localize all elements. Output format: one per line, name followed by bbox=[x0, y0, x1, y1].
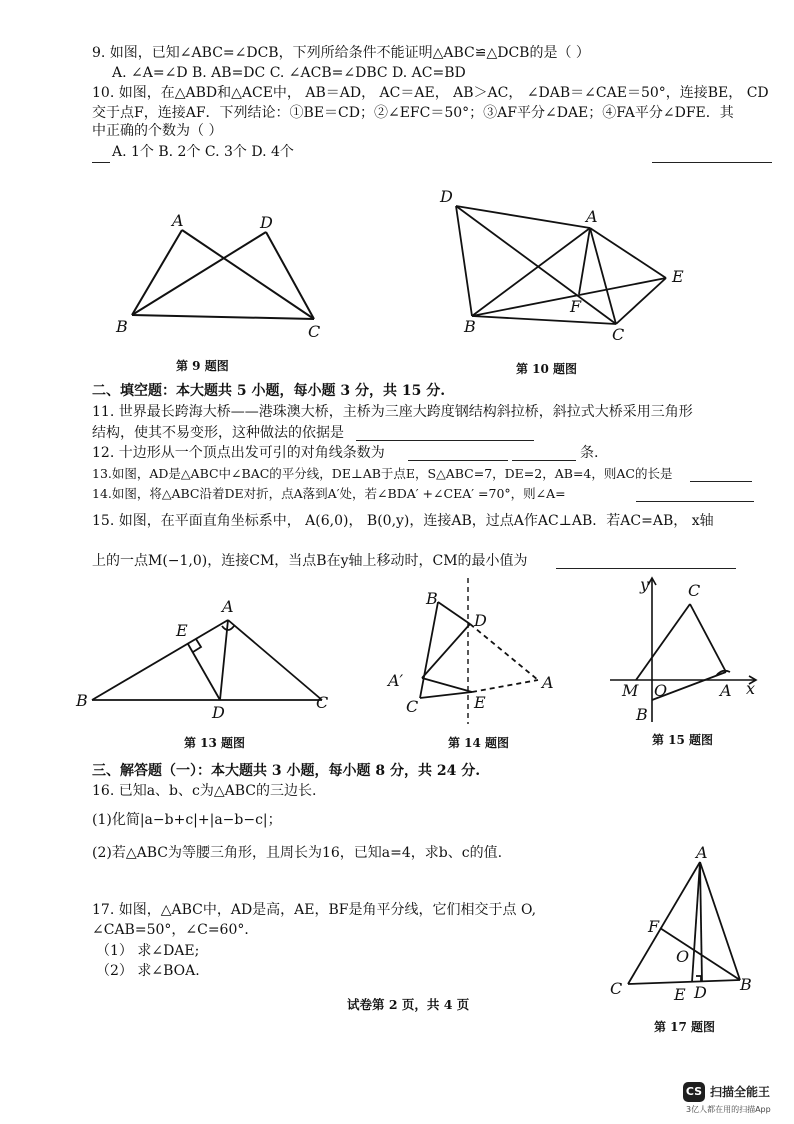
fig17-label-d: D bbox=[694, 983, 707, 1002]
q9-text: 9. 如图，已知∠ABC=∠DCB，下列所给条件不能证明△ABC≌△DCB的是（ ） bbox=[92, 45, 590, 61]
q10-options: A. 1个 B. 2个 C. 3个 D. 4个 bbox=[112, 144, 294, 160]
fig13-label-c: C bbox=[316, 693, 329, 712]
fig10-label-a: A bbox=[586, 207, 598, 226]
fig14-caption: 第 14 题图 bbox=[448, 736, 510, 750]
fig17-label-e: E bbox=[674, 985, 686, 1004]
q15-blank bbox=[556, 568, 736, 569]
q17-part1: （1） 求∠DAE; bbox=[96, 943, 200, 959]
fig10-label-f: F bbox=[570, 297, 582, 316]
q16-part1: (1)化简|a−b+c|+|a−b−c|； bbox=[92, 812, 282, 828]
q12-suffix: 条. bbox=[580, 445, 599, 461]
fig13-label-e: E bbox=[176, 621, 188, 640]
q12-blank-2 bbox=[512, 460, 576, 461]
q12-blank-1 bbox=[408, 460, 508, 461]
fig15-label-b: B bbox=[636, 705, 648, 724]
scan-rule-right bbox=[652, 162, 772, 163]
fig17-label-b: B bbox=[740, 975, 752, 994]
figure-17 bbox=[604, 840, 764, 1004]
fig10-label-d: D bbox=[440, 187, 453, 206]
q11-line1: 11. 世界最长跨海大桥——港珠澳大桥，主桥为三座大跨度钢结构斜拉桥，斜拉式大桥采用三角形 bbox=[92, 404, 693, 420]
figure-15 bbox=[606, 572, 766, 728]
q13-text: 13.如图，AD是△ABC中∠BAC的平分线，DE⊥AB于点E，S△ABC=7，DE=2，AB=4，则AC的长是 bbox=[92, 466, 673, 481]
figure-13 bbox=[72, 592, 352, 732]
fig9-caption: 第 9 题图 bbox=[176, 359, 229, 373]
section3-heading: 三、解答题（一）：本大题共 3 小题，每小题 8 分，共 24 分. bbox=[92, 763, 481, 779]
q10-line3: 中正确的个数为（ ） bbox=[92, 123, 223, 139]
q15-line2: 上的一点M(−1,0)，连接CM，当点B在y轴上移动时，CM的最小值为 bbox=[92, 553, 528, 569]
q11-line2: 结构，使其不易变形，这种做法的依据是 bbox=[92, 425, 344, 441]
fig17-label-a: A bbox=[696, 843, 708, 862]
fig15-label-x: x bbox=[746, 679, 756, 698]
fig14-label-c: C bbox=[406, 697, 419, 716]
page-footer: 试卷第 2 页，共 4 页 bbox=[347, 997, 470, 1012]
fig10-label-c: C bbox=[612, 325, 625, 344]
fig13-caption: 第 13 题图 bbox=[184, 736, 246, 750]
fig9-label-d: D bbox=[260, 213, 273, 232]
fig15-caption: 第 15 题图 bbox=[652, 733, 714, 747]
watermark-subtitle: 3亿人都在用的扫描App bbox=[686, 1105, 771, 1114]
scan-rule-left bbox=[92, 162, 110, 163]
q10-line2: 交于点F，连接AF．下列结论：①BE＝CD；②∠EFC＝50°；③AF平分∠DAE；④FA平分∠DFE．其 bbox=[92, 105, 734, 121]
fig9-label-a: A bbox=[172, 211, 184, 230]
q15-line1: 15. 如图，在平面直角坐标系中， A(6,0)， B(0,y)，连接AB，过点A作AC⊥AB．若AC=AB， x轴 bbox=[92, 513, 714, 529]
q9-options: A. ∠A=∠D B. AB=DC C. ∠ACB=∠DBC D. AC=BD bbox=[112, 65, 466, 81]
fig14-label-b: B bbox=[426, 589, 438, 608]
q14-blank bbox=[636, 501, 754, 502]
fig10-label-e: E bbox=[672, 267, 684, 286]
camscanner-logo-icon: CS bbox=[683, 1082, 705, 1102]
fig14-label-a-prime: A′ bbox=[388, 671, 404, 690]
q17-line2: ∠CAB=50°，∠C=60°． bbox=[92, 922, 259, 938]
q14-text: 14.如图，将△ABC沿着DE对折，点A落到A′处，若∠BDA′ +∠CEA′ =70°，则∠A= bbox=[92, 486, 566, 501]
figure-14 bbox=[380, 578, 560, 728]
fig17-label-c: C bbox=[610, 979, 623, 998]
fig14-label-e: E bbox=[474, 693, 486, 712]
fig14-label-d: D bbox=[474, 611, 487, 630]
q17-part2: （2） 求∠BOA. bbox=[96, 963, 200, 979]
section2-heading: 二、填空题：本大题共 5 小题，每小题 3 分，共 15 分. bbox=[92, 383, 446, 399]
q11-blank bbox=[356, 440, 534, 441]
fig13-label-b: B bbox=[76, 691, 88, 710]
fig10-caption: 第 10 题图 bbox=[516, 362, 578, 376]
figure-10 bbox=[430, 186, 700, 346]
fig10-label-b: B bbox=[464, 317, 476, 336]
fig9-label-b: B bbox=[116, 317, 128, 336]
fig15-label-o: O bbox=[654, 681, 668, 700]
fig14-label-a: A bbox=[542, 673, 554, 692]
fig15-label-c: C bbox=[688, 581, 701, 600]
q17-line1: 17. 如图，△ABC中，AD是高，AE，BF是角平分线，它们相交于点 O, bbox=[92, 902, 537, 918]
fig17-label-o: O bbox=[676, 947, 690, 966]
fig15-label-a: A bbox=[720, 681, 732, 700]
q16-part2: (2)若△ABC为等腰三角形，且周长为16，已知a=4，求b、c的值. bbox=[92, 845, 503, 861]
fig15-label-m: M bbox=[622, 681, 639, 700]
fig9-label-c: C bbox=[308, 322, 321, 341]
fig15-label-y: y bbox=[640, 575, 650, 594]
q12-text: 12. 十边形从一个顶点出发可引的对角线条数为 bbox=[92, 445, 385, 461]
fig17-caption: 第 17 题图 bbox=[654, 1020, 716, 1034]
fig13-label-a: A bbox=[222, 597, 234, 616]
fig17-label-f: F bbox=[648, 917, 660, 936]
q16-line1: 16. 已知a、b、c为△ABC的三边长. bbox=[92, 783, 317, 799]
figure-9 bbox=[100, 200, 340, 350]
watermark-app-name: 扫描全能王 bbox=[710, 1085, 771, 1099]
fig13-label-d: D bbox=[212, 703, 225, 722]
q10-line1: 10. 如图，在△ABD和△ACE中， AB＝AD， AC＝AE， AB＞AC， ∠DAB＝∠CAE＝50°，连接BE， CD bbox=[92, 85, 769, 101]
q13-blank bbox=[690, 481, 752, 482]
